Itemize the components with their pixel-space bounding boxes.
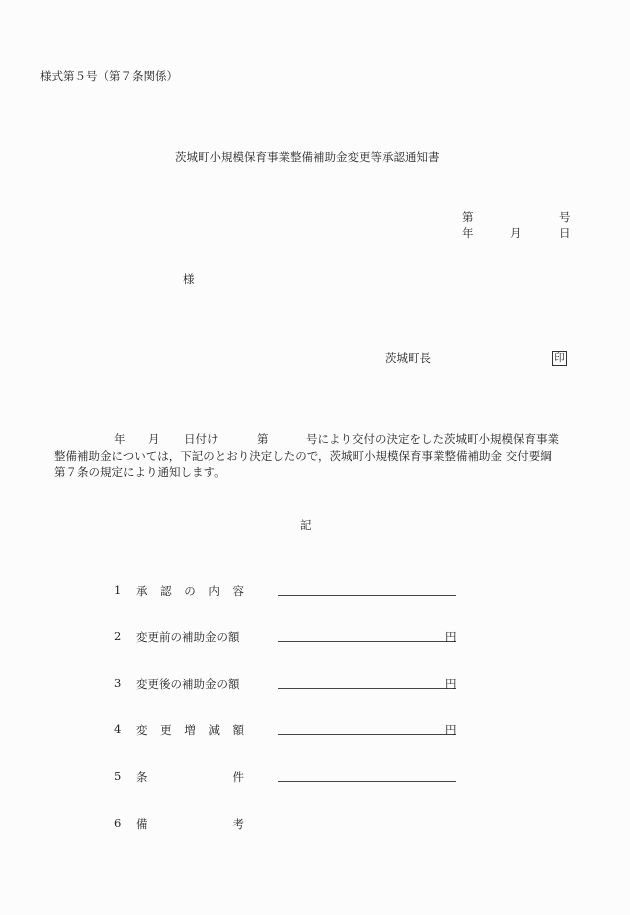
reference-number-prefix: 第 — [462, 210, 474, 224]
reference-month: 月 — [510, 226, 522, 240]
seal-icon: 印 — [552, 351, 567, 366]
label-char: 額 — [232, 723, 244, 737]
item-remarks — [114, 816, 459, 832]
body-line-2: 整備補助金については，下記のとおり決定したので，茨城町小規模保育事業整備補助金 交付要綱 — [54, 449, 552, 463]
label-char: 承 — [136, 584, 148, 598]
ki-heading: 記 — [300, 518, 312, 532]
body-number-prefix: 第 — [257, 432, 269, 446]
reference-day: 日 — [559, 226, 571, 240]
label-char: 減 — [208, 723, 220, 737]
body-line-3: 第７条の規定により通知します。 — [54, 465, 226, 479]
item-number: 3 — [114, 676, 122, 690]
label-char: の — [184, 584, 196, 598]
fill-in-line — [278, 595, 456, 596]
item-label — [136, 816, 244, 832]
label-char: 変 — [136, 723, 148, 737]
label-char: 条 — [136, 770, 148, 784]
item-number: 4 — [114, 722, 122, 736]
label-char: 考 — [232, 817, 244, 831]
reference-number-suffix: 号 — [559, 210, 571, 224]
item-label: 変更前の補助金の額 — [136, 630, 240, 644]
item-label: 変更後の補助金の額 — [136, 677, 240, 691]
form-number: 様式第５号（第７条関係） — [40, 69, 178, 83]
body-year: 年 — [114, 432, 126, 446]
label-char: 備 — [136, 817, 148, 831]
label-char: 件 — [232, 770, 244, 784]
fill-in-line — [278, 688, 456, 689]
item-number: 1 — [114, 583, 122, 597]
item-approval-content — [114, 583, 459, 599]
fill-in-line — [278, 734, 456, 735]
body-month: 月 — [148, 432, 160, 446]
label-char: 内 — [208, 584, 220, 598]
body-date-suffix: 日付け — [184, 432, 219, 446]
item-amount-after-change — [114, 676, 459, 692]
item-number: 6 — [114, 816, 122, 830]
reference-year: 年 — [462, 226, 474, 240]
label-char: 容 — [232, 584, 244, 598]
body-line-1-rest: 号により交付の決定をした茨城町小規模保育事業 — [306, 432, 559, 446]
yen-unit: 円 — [445, 677, 457, 691]
item-change-amount — [114, 722, 459, 738]
item-label — [136, 722, 244, 738]
item-number: 5 — [114, 769, 122, 783]
label-char: 認 — [160, 584, 172, 598]
item-label — [136, 769, 244, 785]
label-char: 増 — [184, 723, 196, 737]
item-conditions — [114, 769, 459, 785]
label-char: 更 — [160, 723, 172, 737]
document-title: 茨城町小規模保育事業整備補助金変更等承認通知書 — [175, 150, 440, 164]
item-label — [136, 583, 244, 599]
yen-unit: 円 — [445, 723, 457, 737]
recipient-honorific: 様 — [183, 272, 195, 286]
item-amount-before-change — [114, 629, 459, 645]
issuer-name: 茨城町長 — [385, 351, 431, 365]
yen-unit: 円 — [445, 630, 457, 644]
fill-in-line — [278, 641, 456, 642]
item-number: 2 — [114, 629, 122, 643]
fill-in-line — [278, 781, 456, 782]
